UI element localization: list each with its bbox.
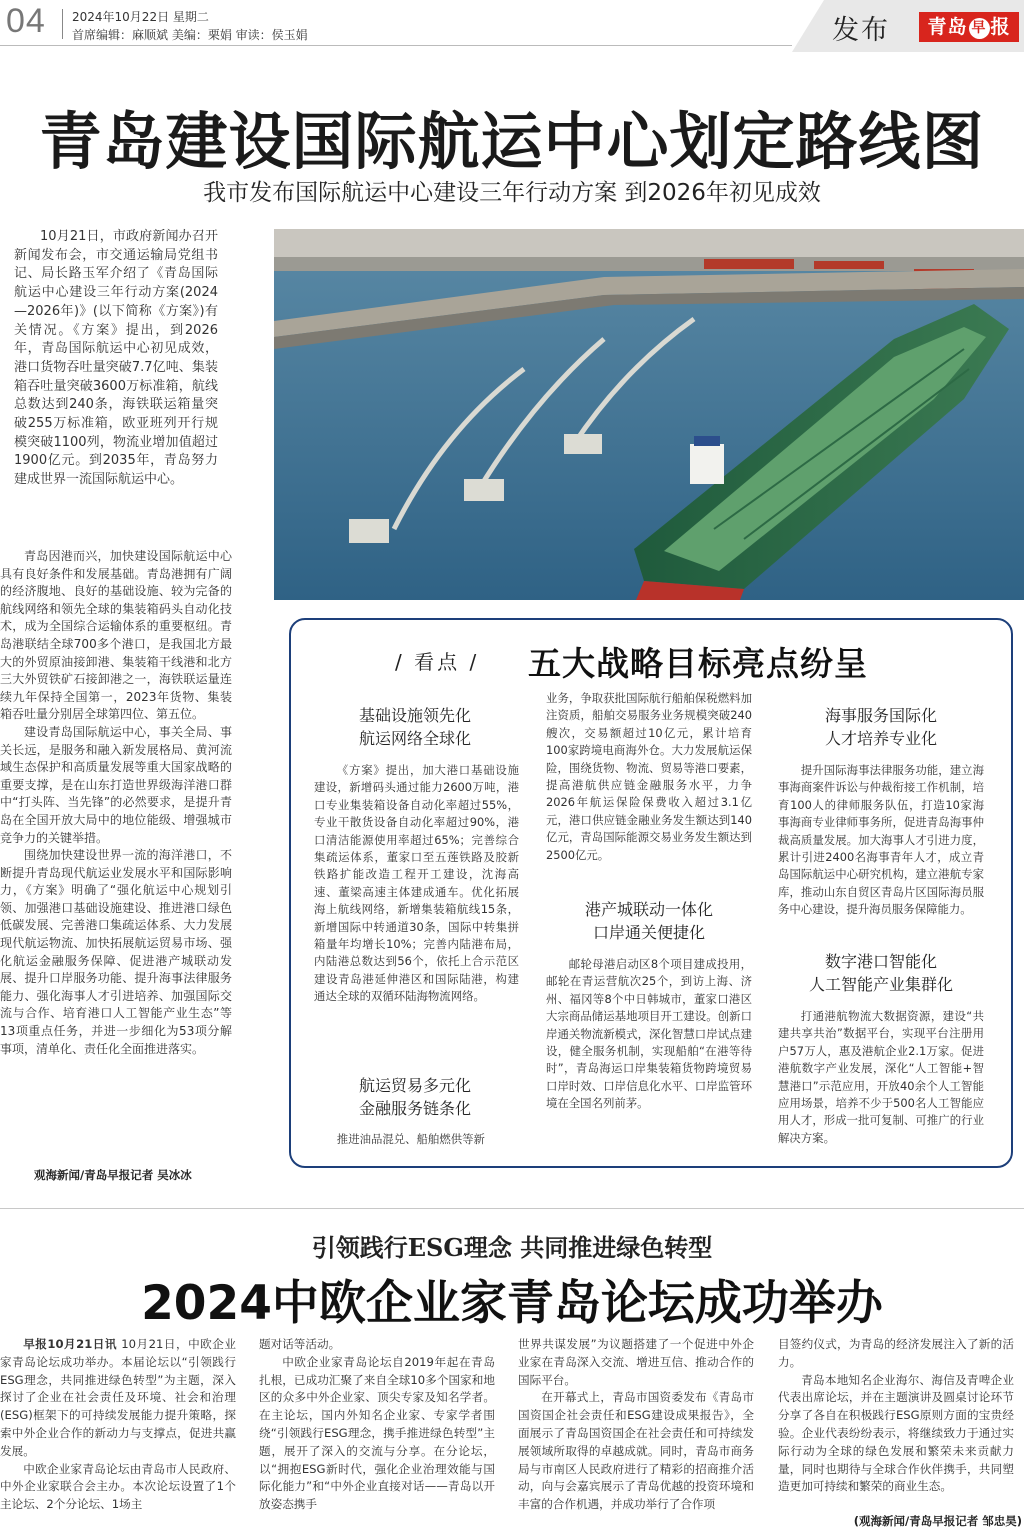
subhead-line: 数字港口智能化 bbox=[824, 952, 937, 971]
newspaper-logo bbox=[919, 12, 1019, 42]
esg-paragraph: 目签约仪式，为青岛的经济发展注入了新的活力。 bbox=[778, 1337, 1014, 1369]
esg-paragraph: 中欧企业家青岛论坛自2019年起在青岛扎根，已成功汇聚了来自全球10多个国家和地区的众多中外企业家、顶尖专家及知名学者。在主论坛，国内外知名企业家、专家学者围绕“引领践行ESG理念，携手推进绿色转型”主题，展开了深入的交流与分享。在分论坛，以“拥抱ESG新时代，强化企业治理效能与国际化能力”和“中外企业直接对话——青岛以开放姿态携手 bbox=[259, 1354, 495, 1512]
esg-headline: 2024中欧企业家青岛论坛成功举办 bbox=[141, 1276, 883, 1331]
section-text-maritime bbox=[778, 762, 984, 919]
esg-paragraph: 在开幕式上，青岛市国资委发布《青岛市国资国企社会责任和ESG建设成果报告》，全面展示了青岛国资国企在社会责任和可持续发展领域所取得的卓越成就。同时，青岛市商务局与市南区人民政府进行了精彩的招商推介活动，向与会嘉宾展示了青岛优越的投资环境和丰富的合作机遇，并成功举行了合作项 bbox=[518, 1390, 754, 1512]
section-paragraph: 业务，争取获批国际航行船舶保税燃料加注资质，船舶交易服务业务规模突破240艘次，交易额超过10亿元，累计培育100家跨境电商海外仓。大力发展航运保险，围绕货物、物流、贸易等港口要素，提高港航供应链金融服务水平，力争2026年航运保险保费收入超过3.1亿元，港口供应链金融业务发生额达到140亿元，青岛国际能源交易业务发生额达到2500亿元。 bbox=[546, 691, 752, 862]
article-byline: 观海新闻/青岛早报记者 吴冰冰 bbox=[34, 1168, 192, 1182]
subhead-line: 人才培养专业化 bbox=[824, 729, 937, 748]
logo-text-part: 青岛 bbox=[927, 16, 968, 38]
esg-column-4 bbox=[778, 1336, 1014, 1496]
esg-subtitle: 引领践行ESG理念 共同推进绿色转型 bbox=[311, 1233, 713, 1262]
esg-paragraph: 世界共谋发展”为议题搭建了一个促进中外企业家在青岛深入交流、增进互信、推动合作的国际平台。 bbox=[518, 1337, 754, 1387]
issue-date: 2024年10月22日 星期二 bbox=[72, 10, 209, 24]
logo-circle-char: 早 bbox=[969, 18, 990, 39]
section-paragraph: 打通港航物流大数据资源，建设“共建共享共治”数据平台，实现平台注册用户57万人，惠及港航企业2.1万家。促进港航数字产业发展，深化“人工智能+智慧港口”示范应用，开放40余个人工智能应用场景，培养不少于500名人工智能应用人才，形成一批可复制、可推广的行业解决方案。 bbox=[778, 1009, 984, 1145]
page-header bbox=[0, 0, 1024, 48]
port-photo bbox=[274, 229, 1024, 600]
box-tag: / 看点 / bbox=[395, 650, 480, 674]
body-paragraph: 围绕加快建设世界一流的海洋港口，不断提升青岛现代航运业发展水平和国际影响力，《方案》明确了“强化航运中心规划引领、加强港口基础设施建设、推进港口绿色低碳发展、完善港口集疏运体系、大力发展现代航运物流、加快拓展航运贸易市场、强化航运金融服务保障、促进港产城联动发展、提升口岸服务功能、提升海事法律服务能力、强化海事人才引进培养、加强国际交流与合作、培育港口人工智能产业生态”等13项重点任务，并进一步细化为53项分解事项，清单化、责任化全面推进落实。 bbox=[0, 848, 232, 1056]
lead-text: 10月21日，市政府新闻办召开新闻发布会，市交通运输局党组书记、局长路玉军介绍了《青岛国际航运中心建设三年行动方案(2024—2026年)》(以下简称《方案》)有关情况。《方案》提出，到2026年，青岛国际航运中心初见成效，港口货物吞吐量突破7.7亿吨、集装箱吞吐量突破3600万标准箱，航线总数达到240条，海铁联运箱量突破255万标准箱，欧亚班列开行规模突破1100列，物流业增加值超过1900亿元。到2035年，青岛努力建成世界一流国际航运中心。 bbox=[14, 229, 218, 488]
section-paragraph: 推进油品混兑、船舶燃供等新 bbox=[336, 1132, 485, 1146]
sub-headline: 我市发布国际航运中心建设三年行动方案 到2026年初见成效 bbox=[203, 180, 821, 206]
subhead-line: 航运网络全球化 bbox=[358, 729, 471, 748]
main-headline: 青岛建设国际航运中心划定路线图 bbox=[39, 105, 985, 178]
esg-paragraph: 10月21日，中欧企业家青岛论坛成功举办。本届论坛以“引领践行ESG理念，共同推进绿色转型”为主题，深入探讨了企业在社会责任及环境、社会和治理(ESG)框架下的可持续发展能力提升策略，探索中外企业合作的新动力与支撑点，促进共赢发展。 bbox=[0, 1337, 236, 1458]
body-paragraph: 建设青岛国际航运中心，事关全局、事关长远，是服务和融入新发展格局、黄河流域生态保护和高质量发展等重大国家战略的重要支撑，是在山东打造世界级海洋港口群中“打头阵、当先锋”的必然要求，是提升青岛在全国开放大局中的地位能级、增强城市竞争力的关键举措。 bbox=[0, 724, 232, 845]
subhead-maritime bbox=[778, 704, 984, 750]
header-divider bbox=[62, 9, 63, 39]
box-title: 五大战略目标亮点纷呈 bbox=[528, 644, 868, 683]
page-number: 04 bbox=[6, 2, 46, 40]
subhead-line: 航运贸易多元化 bbox=[358, 1076, 471, 1095]
article-body bbox=[0, 548, 232, 1058]
subhead-line: 基础设施领先化 bbox=[358, 706, 471, 725]
section-paragraph: 邮轮母港启动区8个项目建成投用，邮轮在青运营航次25个，到访上海、济州、福冈等8个中日韩城市，董家口港区大宗商品储运基地项目开工建设。创新口岸通关物流新模式，深化智慧口岸试点建设，健全服务机制，实现船舶“在港等待时”，青岛海运口岸集装箱货物跨境贸易口岸时效、口岸信息化水平、口岸监管环境在全国名列前茅。 bbox=[546, 957, 752, 1111]
subhead-digital-port bbox=[778, 950, 984, 996]
body-paragraph: 青岛因港而兴，加快建设国际航运中心具有良好条件和发展基础。青岛港拥有广阔的经济腹地、良好的基础设施、较为完备的航线网络和领先全球的集装箱码头自动化技术，成为全国综合运输体系的重要枢纽。青岛港联结全球700多个港口，是我国北方最大的外贸原油接卸港、集装箱干线港和北方三大外贸铁矿石接卸港之一，海铁联运量连续九年保持全国第一，2023年货物、集装箱吞吐量分别居全球第四位、第五位。 bbox=[0, 549, 232, 722]
subhead-line: 口岸通关便捷化 bbox=[592, 923, 705, 942]
section-text-infrastructure bbox=[314, 762, 519, 1006]
editor-credits: 首席编辑：麻顺斌 美编：栗娟 审读：侯玉娟 bbox=[72, 28, 308, 42]
article-separator bbox=[0, 1208, 1024, 1209]
section-text-port-city bbox=[546, 956, 752, 1113]
esg-paragraph: 青岛本地知名企业海尔、海信及青啤企业代表出席论坛，并在主题演讲及圆桌讨论环节分享了各自在积极践行ESG原则方面的宝贵经验。企业代表纷纷表示，将继续致力于通过实际行动为全球的绿色发展和繁荣未来贡献力量，同时也期待与全球合作伙伴携手，共同塑造更加可持续和繁荣的商业生态。 bbox=[778, 1372, 1014, 1494]
port-photo-illustration bbox=[274, 229, 1024, 600]
subhead-line: 金融服务链条化 bbox=[358, 1099, 471, 1118]
lead-paragraph bbox=[14, 228, 218, 490]
subhead-line: 港产城联动一体化 bbox=[584, 900, 713, 919]
esg-byline: (观海新闻/青岛早报记者 邹忠昊) bbox=[853, 1514, 1022, 1528]
esg-column-3 bbox=[518, 1336, 754, 1514]
esg-column-2 bbox=[259, 1336, 495, 1514]
esg-column-1 bbox=[0, 1336, 236, 1514]
subhead-port-city bbox=[546, 898, 752, 944]
subhead-trade-finance bbox=[314, 1074, 516, 1120]
section-text-trade-finance bbox=[314, 1131, 519, 1148]
section-text-digital-port bbox=[778, 1008, 984, 1147]
subhead-line: 海事服务国际化 bbox=[824, 706, 937, 725]
esg-paragraph: 题对话等活动。 bbox=[259, 1337, 341, 1351]
esg-dateline: 早报10月21日讯 bbox=[23, 1337, 118, 1351]
subhead-line: 人工智能产业集群化 bbox=[808, 975, 953, 994]
section-name: 发布 bbox=[832, 15, 890, 46]
esg-paragraph: 中欧企业家青岛论坛由青岛市人民政府、中外企业家联合会主办。本次论坛设置了1个主论坛、2个分论坛、1场主 bbox=[0, 1461, 236, 1512]
header-rule bbox=[0, 45, 792, 46]
section-paragraph: 《方案》提出，加大港口基础设施建设，新增码头通过能力2600万吨，港口专业集装箱设备自动化率超过55%，专业干散货设备自动化率超过90%，港口清洁能源使用率超过65%；完善综合集疏运体系，董家口至五莲铁路及胶新铁路扩能改造工程开工建设，沈海高速、董梁高速主体建成通车。优化拓展海上航线网络，新增集装箱航线15条，新增国际中转通道30条，国际中转集拼箱量年均增长10%；完善内陆港布局，内陆港总数达到56个，依托上合示范区建设青岛港延伸港区和国际陆港，构建通达全球的双循环陆海物流网络。 bbox=[314, 763, 519, 1004]
section-paragraph: 提升国际海事法律服务功能，建立海事海商案件诉讼与仲裁衔接工作机制，培育100人的律师服务队伍，打造10家海事海商专业律师事务所，促进青岛海事仲裁高质量发展。加大海事人才引进力度，累计引进2400名海事青年人才，成立青岛国际航运中心研究机构，建立港航专家库，推动山东自贸区青岛片区国际海员服务中心建设，提升海员服务保障能力。 bbox=[778, 763, 984, 917]
subhead-infrastructure bbox=[314, 704, 516, 750]
section-text-trade-finance-cont bbox=[546, 690, 752, 864]
logo-text-part: 报 bbox=[990, 16, 1011, 38]
